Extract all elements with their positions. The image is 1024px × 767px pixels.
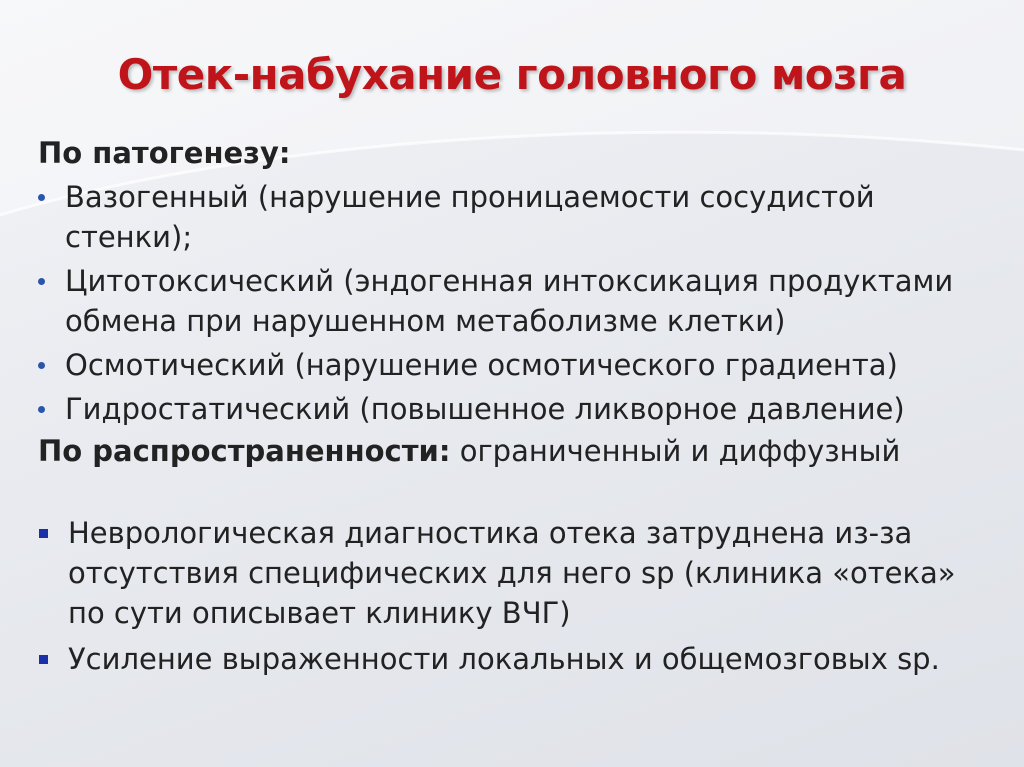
list-item [38, 513, 988, 633]
note-text: Неврологическая диагностика отека затруднена из-за отсутствия специфических для него sp (клиника «отека» по сути описывает клинику ВЧГ) [68, 516, 956, 630]
prevalence-label: По распространенности: [38, 434, 451, 468]
pathogenesis-item-text: Осмотический (нарушение осмотического градиента) [65, 348, 898, 382]
bullet-dot-icon [38, 406, 45, 413]
prevalence-value: ограниченный и диффузный [450, 434, 901, 468]
list-item [38, 261, 988, 341]
list-item [38, 345, 988, 385]
list-item [38, 389, 988, 429]
list-item [38, 177, 988, 257]
pathogenesis-heading: По патогенезу: [38, 136, 291, 170]
list-item [38, 639, 988, 679]
pathogenesis-item-text: Гидростатический (повышенное ликворное давление) [65, 392, 905, 426]
prevalence-line [38, 431, 988, 471]
pathogenesis-item-text: Цитотоксический (эндогенная интоксикация продуктами обмена при нарушенном метаболизме клетки) [65, 264, 954, 338]
slide-title: Отек-набухание головного мозга [117, 50, 907, 99]
pathogenesis-item-text: Вазогенный (нарушение проницаемости сосудистой стенки); [65, 180, 875, 254]
square-bullet-icon [39, 529, 48, 538]
bullet-dot-icon [38, 362, 45, 369]
slide-body [38, 133, 988, 679]
bullet-dot-icon [38, 278, 45, 285]
square-bullet-icon [39, 655, 48, 664]
bullet-dot-icon [38, 194, 45, 201]
note-text: Усиление выраженности локальных и общемозговых sp. [68, 642, 940, 676]
